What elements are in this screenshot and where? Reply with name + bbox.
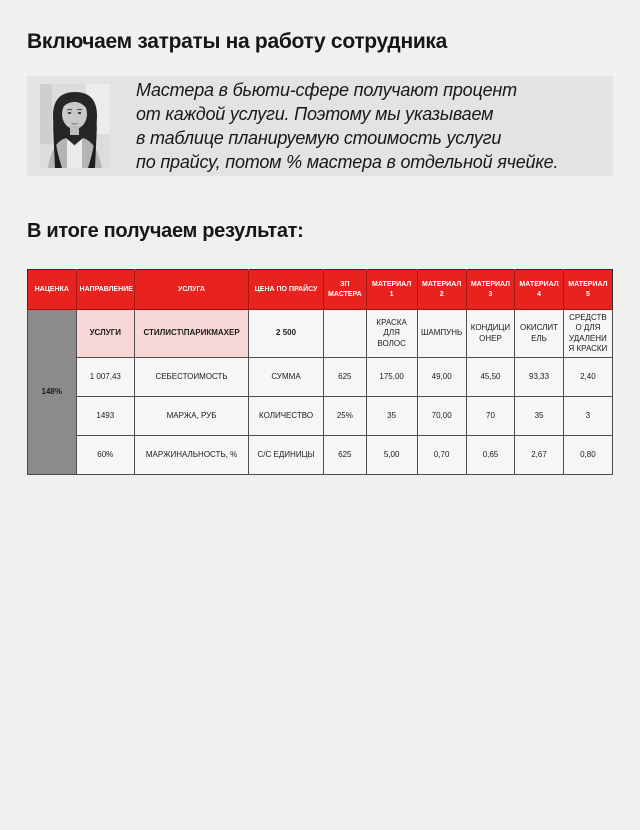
col-header-direction: НАПРАВЛЕНИЕ [76, 270, 134, 310]
table-row [28, 358, 613, 397]
markup-value-cell: 148% [28, 310, 77, 475]
col-header-service: УСЛУГА [135, 270, 249, 310]
table-cell: 0,65 [466, 436, 515, 475]
table-cell: 0,80 [563, 436, 612, 475]
page-title: Включаем затраты на работу сотрудника [27, 30, 448, 53]
quote-line: от каждой услуги. Поэтому мы указываем [136, 104, 494, 124]
table-cell: СТИЛИСТ\ПАРИКМАХЕР [135, 310, 249, 358]
table-row [28, 310, 613, 358]
table-cell: 0,70 [417, 436, 466, 475]
table-cell: 175,00 [366, 358, 417, 397]
col-header-material-4: МАТЕРИАЛ 4 [515, 270, 564, 310]
quote-line: по прайсу, потом % мастера в отдельной ячейке. [136, 152, 559, 172]
quote-line: в таблице планируемую стоимость услуги [136, 128, 502, 148]
col-header-material-2: МАТЕРИАЛ 2 [417, 270, 466, 310]
quote-text [136, 78, 558, 174]
results-table-wrapper [27, 269, 613, 475]
table-cell: 49,00 [417, 358, 466, 397]
section-subtitle: В итоге получаем результат: [27, 220, 304, 242]
col-header-master-salary: ЗП МАСТЕРА [323, 270, 366, 310]
woman-portrait-icon [40, 84, 110, 168]
table-cell: 25% [323, 397, 366, 436]
table-row [28, 397, 613, 436]
table-cell [323, 310, 366, 358]
quote-line: Мастера в бьюти-сфере получают процент [136, 80, 517, 100]
col-header-material-1: МАТЕРИАЛ 1 [366, 270, 417, 310]
table-cell: КОНДИЦИОНЕР [466, 310, 515, 358]
table-cell: СРЕДСТВО ДЛЯ УДАЛЕНИЯ КРАСКИ [563, 310, 612, 358]
results-table [27, 269, 613, 475]
table-cell: КОЛИЧЕСТВО [249, 397, 324, 436]
table-cell: СУММА [249, 358, 324, 397]
table-cell: 625 [323, 358, 366, 397]
quote-card [27, 76, 613, 176]
table-cell: 2,40 [563, 358, 612, 397]
col-header-price: ЦЕНА ПО ПРАЙСУ [249, 270, 324, 310]
table-cell: 3 [563, 397, 612, 436]
table-cell: 70,00 [417, 397, 466, 436]
table-cell: С/С ЕДИНИЦЫ [249, 436, 324, 475]
table-cell: МАРЖА, РУБ [135, 397, 249, 436]
table-header-row [28, 270, 613, 310]
table-cell: 35 [515, 397, 564, 436]
table-cell: СЕБЕСТОИМОСТЬ [135, 358, 249, 397]
table-row [28, 436, 613, 475]
table-cell: 5,00 [366, 436, 417, 475]
table-cell: 45,50 [466, 358, 515, 397]
table-cell: 625 [323, 436, 366, 475]
slide-page [0, 30, 640, 475]
table-cell: МАРЖИНАЛЬНОСТЬ, % [135, 436, 249, 475]
col-header-markup: НАЦЕНКА [28, 270, 77, 310]
table-cell: 93,33 [515, 358, 564, 397]
table-cell: 70 [466, 397, 515, 436]
table-cell: 2,67 [515, 436, 564, 475]
col-header-material-3: МАТЕРИАЛ 3 [466, 270, 515, 310]
table-cell: ШАМПУНЬ [417, 310, 466, 358]
table-cell: 2 500 [249, 310, 324, 358]
table-cell: 1 007,43 [76, 358, 134, 397]
table-cell: 1493 [76, 397, 134, 436]
table-cell: 35 [366, 397, 417, 436]
table-cell: 60% [76, 436, 134, 475]
table-cell: ОКИСЛИТЕЛЬ [515, 310, 564, 358]
table-cell: КРАСКА ДЛЯ ВОЛОС [366, 310, 417, 358]
author-photo [40, 84, 110, 168]
table-cell: УСЛУГИ [76, 310, 134, 358]
col-header-material-5: МАТЕРИАЛ 5 [563, 270, 612, 310]
